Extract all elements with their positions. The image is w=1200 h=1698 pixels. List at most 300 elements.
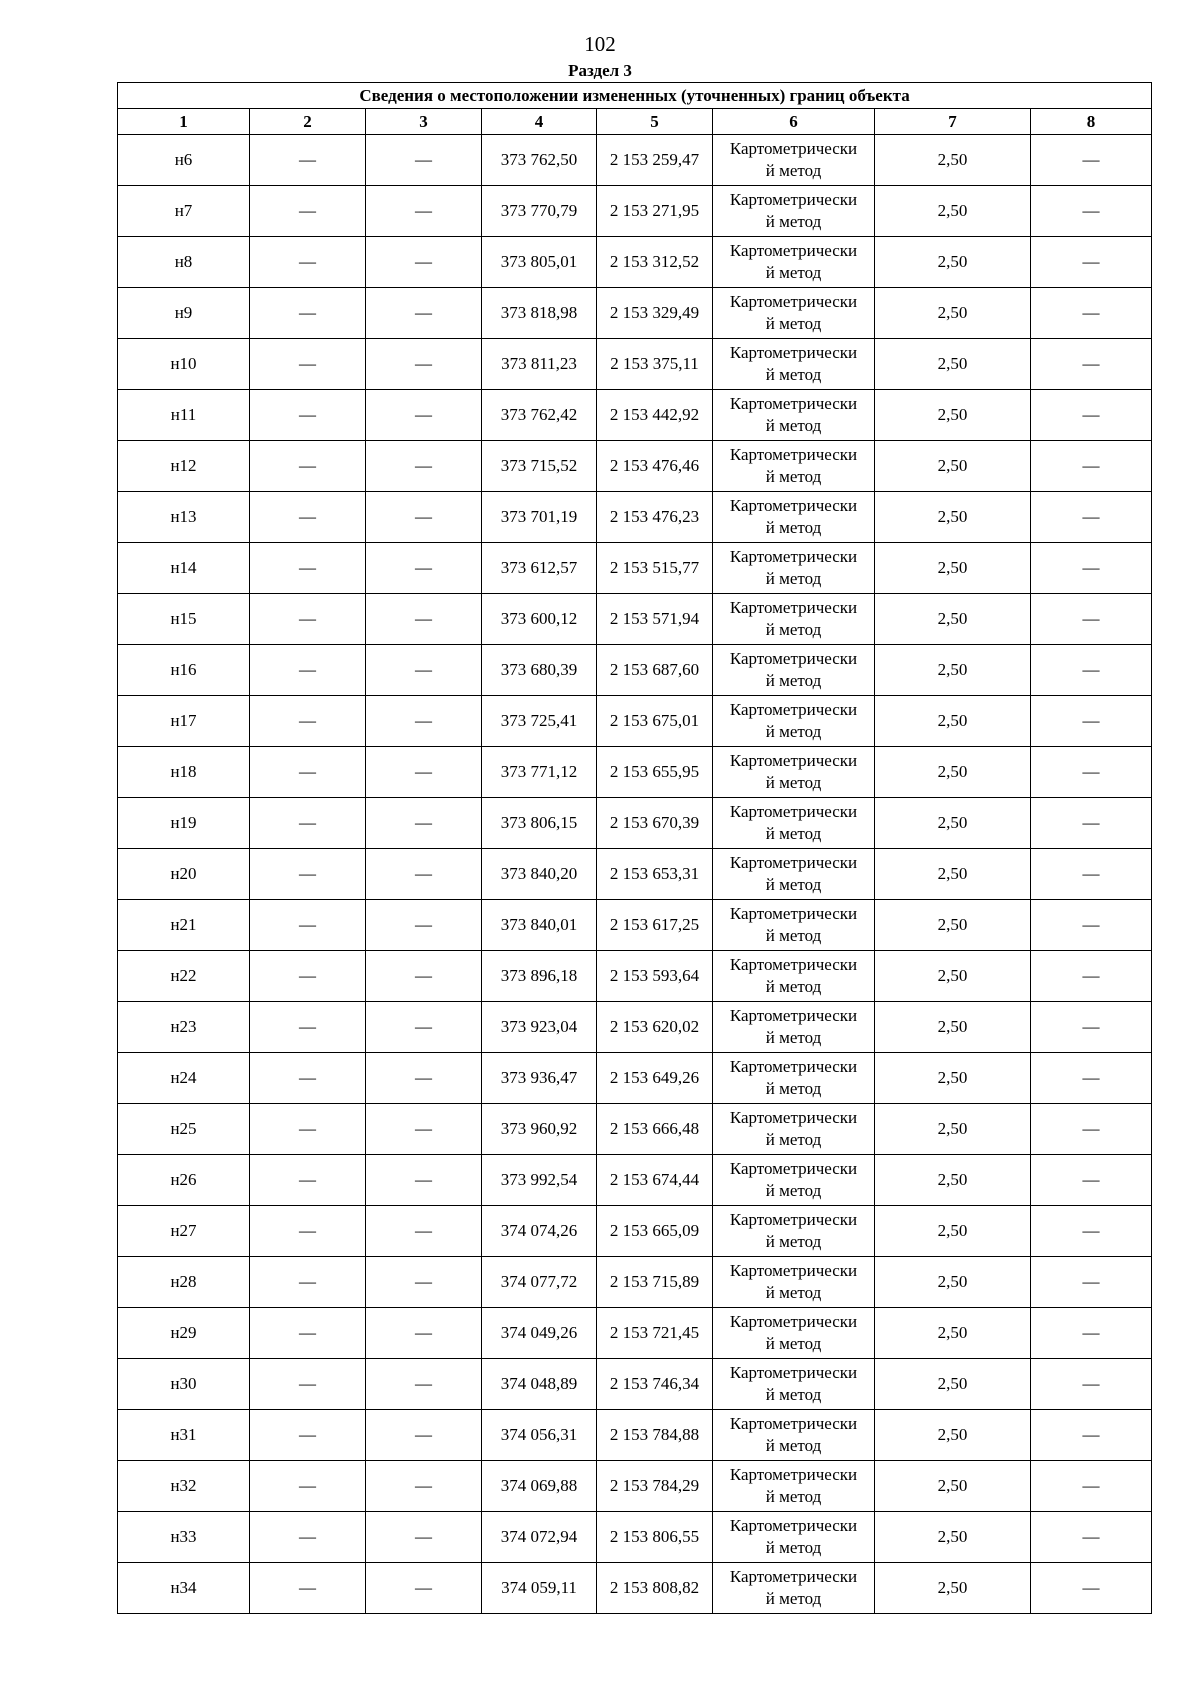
method-line-1: Картометрически bbox=[729, 955, 858, 974]
method-cell bbox=[713, 237, 875, 288]
point-number-cell: н19 bbox=[118, 798, 250, 849]
accuracy-cell: 2,50 bbox=[875, 1002, 1031, 1053]
coordinate-x-cell: 374 056,31 bbox=[482, 1410, 597, 1461]
table-row bbox=[118, 1410, 1152, 1461]
coordinate-x-cell: 373 811,23 bbox=[482, 339, 597, 390]
point-number-cell: н32 bbox=[118, 1461, 250, 1512]
method-line-1: Картометрически bbox=[729, 751, 858, 770]
col8-cell: — bbox=[1031, 441, 1152, 492]
point-number-cell: н26 bbox=[118, 1155, 250, 1206]
accuracy-cell: 2,50 bbox=[875, 1359, 1031, 1410]
col2-cell: — bbox=[250, 237, 366, 288]
col3-cell: — bbox=[366, 696, 482, 747]
method-cell bbox=[713, 390, 875, 441]
table-caption-row bbox=[118, 83, 1152, 109]
table-row bbox=[118, 339, 1152, 390]
coordinate-y-cell: 2 153 784,29 bbox=[597, 1461, 713, 1512]
column-header: 7 bbox=[875, 109, 1031, 135]
coordinate-y-cell: 2 153 442,92 bbox=[597, 390, 713, 441]
method-line-2: й метод bbox=[765, 416, 822, 435]
method-cell bbox=[713, 1206, 875, 1257]
method-line-2: й метод bbox=[765, 671, 822, 690]
method-line-2: й метод bbox=[765, 212, 822, 231]
coordinate-x-cell: 373 806,15 bbox=[482, 798, 597, 849]
table-caption: Сведения о местоположении измененных (уточненных) границ объекта bbox=[118, 83, 1152, 109]
method-line-1: Картометрически bbox=[729, 1159, 858, 1178]
col3-cell: — bbox=[366, 1563, 482, 1614]
accuracy-cell: 2,50 bbox=[875, 135, 1031, 186]
coordinate-y-cell: 2 153 653,31 bbox=[597, 849, 713, 900]
point-number-cell: н9 bbox=[118, 288, 250, 339]
coordinate-y-cell: 2 153 806,55 bbox=[597, 1512, 713, 1563]
col2-cell: — bbox=[250, 1512, 366, 1563]
coordinate-y-cell: 2 153 808,82 bbox=[597, 1563, 713, 1614]
col2-cell: — bbox=[250, 798, 366, 849]
method-line-2: й метод bbox=[765, 1130, 822, 1149]
accuracy-cell: 2,50 bbox=[875, 441, 1031, 492]
method-line-2: й метод bbox=[765, 824, 822, 843]
method-cell bbox=[713, 900, 875, 951]
method-line-2: й метод bbox=[765, 1538, 822, 1557]
col2-cell: — bbox=[250, 1053, 366, 1104]
method-line-2: й метод bbox=[765, 1589, 822, 1608]
accuracy-cell: 2,50 bbox=[875, 849, 1031, 900]
method-line-2: й метод bbox=[765, 1385, 822, 1404]
method-cell bbox=[713, 645, 875, 696]
accuracy-cell: 2,50 bbox=[875, 186, 1031, 237]
table-row bbox=[118, 1512, 1152, 1563]
method-line-1: Картометрически bbox=[729, 292, 858, 311]
col2-cell: — bbox=[250, 441, 366, 492]
coordinate-y-cell: 2 153 571,94 bbox=[597, 594, 713, 645]
method-line-2: й метод bbox=[765, 977, 822, 996]
method-line-1: Картометрически bbox=[729, 1414, 858, 1433]
coordinate-x-cell: 373 715,52 bbox=[482, 441, 597, 492]
method-line-2: й метод bbox=[765, 1232, 822, 1251]
coordinate-x-cell: 373 840,01 bbox=[482, 900, 597, 951]
method-cell bbox=[713, 1257, 875, 1308]
col3-cell: — bbox=[366, 135, 482, 186]
accuracy-cell: 2,50 bbox=[875, 1410, 1031, 1461]
coordinate-x-cell: 373 923,04 bbox=[482, 1002, 597, 1053]
table-row bbox=[118, 1155, 1152, 1206]
coordinate-x-cell: 374 072,94 bbox=[482, 1512, 597, 1563]
coordinate-x-cell: 373 762,42 bbox=[482, 390, 597, 441]
col3-cell: — bbox=[366, 1206, 482, 1257]
method-line-1: Картометрически bbox=[729, 496, 858, 515]
accuracy-cell: 2,50 bbox=[875, 237, 1031, 288]
method-cell bbox=[713, 1461, 875, 1512]
col8-cell: — bbox=[1031, 390, 1152, 441]
col3-cell: — bbox=[366, 747, 482, 798]
col2-cell: — bbox=[250, 645, 366, 696]
table-row bbox=[118, 1257, 1152, 1308]
point-number-cell: н21 bbox=[118, 900, 250, 951]
method-line-2: й метод bbox=[765, 1334, 822, 1353]
col2-cell: — bbox=[250, 1155, 366, 1206]
col3-cell: — bbox=[366, 1053, 482, 1104]
method-cell bbox=[713, 1512, 875, 1563]
col3-cell: — bbox=[366, 1308, 482, 1359]
accuracy-cell: 2,50 bbox=[875, 1308, 1031, 1359]
coordinate-y-cell: 2 153 515,77 bbox=[597, 543, 713, 594]
coordinate-y-cell: 2 153 375,11 bbox=[597, 339, 713, 390]
col8-cell: — bbox=[1031, 339, 1152, 390]
method-line-2: й метод bbox=[765, 161, 822, 180]
coordinate-x-cell: 373 770,79 bbox=[482, 186, 597, 237]
coordinate-y-cell: 2 153 665,09 bbox=[597, 1206, 713, 1257]
method-line-2: й метод bbox=[765, 620, 822, 639]
table-row bbox=[118, 1563, 1152, 1614]
point-number-cell: н16 bbox=[118, 645, 250, 696]
method-cell bbox=[713, 1053, 875, 1104]
table-row bbox=[118, 1206, 1152, 1257]
table-row bbox=[118, 798, 1152, 849]
col2-cell: — bbox=[250, 1308, 366, 1359]
col3-cell: — bbox=[366, 849, 482, 900]
method-cell bbox=[713, 492, 875, 543]
method-line-1: Картометрически bbox=[729, 1006, 858, 1025]
coordinate-y-cell: 2 153 649,26 bbox=[597, 1053, 713, 1104]
table-row bbox=[118, 441, 1152, 492]
coordinate-y-cell: 2 153 655,95 bbox=[597, 747, 713, 798]
method-line-2: й метод bbox=[765, 518, 822, 537]
method-cell bbox=[713, 1359, 875, 1410]
coordinate-y-cell: 2 153 476,23 bbox=[597, 492, 713, 543]
method-line-1: Картометрически bbox=[729, 1210, 858, 1229]
col8-cell: — bbox=[1031, 1359, 1152, 1410]
col2-cell: — bbox=[250, 849, 366, 900]
point-number-cell: н18 bbox=[118, 747, 250, 798]
accuracy-cell: 2,50 bbox=[875, 1206, 1031, 1257]
col2-cell: — bbox=[250, 1257, 366, 1308]
table-row bbox=[118, 237, 1152, 288]
col3-cell: — bbox=[366, 798, 482, 849]
col3-cell: — bbox=[366, 186, 482, 237]
point-number-cell: н13 bbox=[118, 492, 250, 543]
table-row bbox=[118, 747, 1152, 798]
column-header: 6 bbox=[713, 109, 875, 135]
col2-cell: — bbox=[250, 543, 366, 594]
column-header: 1 bbox=[118, 109, 250, 135]
method-line-1: Картометрически bbox=[729, 649, 858, 668]
coordinate-y-cell: 2 153 666,48 bbox=[597, 1104, 713, 1155]
method-line-1: Картометрически bbox=[729, 904, 858, 923]
accuracy-cell: 2,50 bbox=[875, 1257, 1031, 1308]
coordinate-x-cell: 373 840,20 bbox=[482, 849, 597, 900]
coordinate-x-cell: 373 771,12 bbox=[482, 747, 597, 798]
coordinate-x-cell: 374 048,89 bbox=[482, 1359, 597, 1410]
col2-cell: — bbox=[250, 1104, 366, 1155]
table-row bbox=[118, 390, 1152, 441]
method-cell bbox=[713, 339, 875, 390]
col3-cell: — bbox=[366, 339, 482, 390]
coordinate-y-cell: 2 153 715,89 bbox=[597, 1257, 713, 1308]
point-number-cell: н20 bbox=[118, 849, 250, 900]
table-row bbox=[118, 645, 1152, 696]
method-line-1: Картометрически bbox=[729, 343, 858, 362]
col8-cell: — bbox=[1031, 900, 1152, 951]
method-cell bbox=[713, 441, 875, 492]
col8-cell: — bbox=[1031, 492, 1152, 543]
method-line-2: й метод bbox=[765, 569, 822, 588]
col2-cell: — bbox=[250, 288, 366, 339]
point-number-cell: н29 bbox=[118, 1308, 250, 1359]
col8-cell: — bbox=[1031, 135, 1152, 186]
table-row bbox=[118, 135, 1152, 186]
coordinate-x-cell: 374 049,26 bbox=[482, 1308, 597, 1359]
method-cell bbox=[713, 849, 875, 900]
point-number-cell: н30 bbox=[118, 1359, 250, 1410]
column-header: 3 bbox=[366, 109, 482, 135]
method-cell bbox=[713, 1410, 875, 1461]
col3-cell: — bbox=[366, 1257, 482, 1308]
method-line-1: Картометрически bbox=[729, 853, 858, 872]
page-number: 102 bbox=[584, 32, 616, 56]
point-number-cell: н31 bbox=[118, 1410, 250, 1461]
accuracy-cell: 2,50 bbox=[875, 900, 1031, 951]
table-header-row bbox=[118, 109, 1152, 135]
coordinate-x-cell: 373 612,57 bbox=[482, 543, 597, 594]
col3-cell: — bbox=[366, 1461, 482, 1512]
method-cell bbox=[713, 594, 875, 645]
col2-cell: — bbox=[250, 1206, 366, 1257]
method-line-1: Картометрически bbox=[729, 1057, 858, 1076]
point-number-cell: н11 bbox=[118, 390, 250, 441]
method-cell bbox=[713, 1308, 875, 1359]
point-number-cell: н23 bbox=[118, 1002, 250, 1053]
method-line-2: й метод bbox=[765, 1436, 822, 1455]
point-number-cell: н15 bbox=[118, 594, 250, 645]
method-line-2: й метод bbox=[765, 875, 822, 894]
table-row bbox=[118, 492, 1152, 543]
coordinate-y-cell: 2 153 593,64 bbox=[597, 951, 713, 1002]
method-line-2: й метод bbox=[765, 926, 822, 945]
accuracy-cell: 2,50 bbox=[875, 1053, 1031, 1104]
coordinate-x-cell: 373 680,39 bbox=[482, 645, 597, 696]
col8-cell: — bbox=[1031, 1206, 1152, 1257]
col8-cell: — bbox=[1031, 1155, 1152, 1206]
coordinate-x-cell: 373 701,19 bbox=[482, 492, 597, 543]
point-number-cell: н6 bbox=[118, 135, 250, 186]
method-line-2: й метод bbox=[765, 314, 822, 333]
col8-cell: — bbox=[1031, 1257, 1152, 1308]
coordinate-x-cell: 373 725,41 bbox=[482, 696, 597, 747]
method-line-1: Картометрически bbox=[729, 598, 858, 617]
method-cell bbox=[713, 1155, 875, 1206]
section-title: Раздел 3 bbox=[568, 61, 632, 80]
method-line-1: Картометрически bbox=[729, 139, 858, 158]
method-line-1: Картометрически bbox=[729, 190, 858, 209]
method-line-2: й метод bbox=[765, 467, 822, 486]
accuracy-cell: 2,50 bbox=[875, 747, 1031, 798]
col8-cell: — bbox=[1031, 594, 1152, 645]
method-line-1: Картометрически bbox=[729, 1465, 858, 1484]
col2-cell: — bbox=[250, 390, 366, 441]
accuracy-cell: 2,50 bbox=[875, 288, 1031, 339]
table-row bbox=[118, 849, 1152, 900]
table-row bbox=[118, 1104, 1152, 1155]
method-line-2: й метод bbox=[765, 365, 822, 384]
method-cell bbox=[713, 951, 875, 1002]
table-row bbox=[118, 543, 1152, 594]
col2-cell: — bbox=[250, 1563, 366, 1614]
point-number-cell: н10 bbox=[118, 339, 250, 390]
accuracy-cell: 2,50 bbox=[875, 492, 1031, 543]
method-line-2: й метод bbox=[765, 1487, 822, 1506]
table-row bbox=[118, 186, 1152, 237]
method-cell bbox=[713, 543, 875, 594]
boundary-table bbox=[117, 82, 1152, 1614]
coordinate-y-cell: 2 153 721,45 bbox=[597, 1308, 713, 1359]
coordinate-x-cell: 374 059,11 bbox=[482, 1563, 597, 1614]
col3-cell: — bbox=[366, 645, 482, 696]
coordinate-y-cell: 2 153 620,02 bbox=[597, 1002, 713, 1053]
col8-cell: — bbox=[1031, 1104, 1152, 1155]
col3-cell: — bbox=[366, 594, 482, 645]
table-row bbox=[118, 1308, 1152, 1359]
point-number-cell: н8 bbox=[118, 237, 250, 288]
col8-cell: — bbox=[1031, 849, 1152, 900]
method-cell bbox=[713, 747, 875, 798]
point-number-cell: н27 bbox=[118, 1206, 250, 1257]
method-line-1: Картометрически bbox=[729, 241, 858, 260]
coordinate-x-cell: 374 077,72 bbox=[482, 1257, 597, 1308]
col2-cell: — bbox=[250, 135, 366, 186]
method-line-1: Картометрически bbox=[729, 394, 858, 413]
coordinate-x-cell: 373 818,98 bbox=[482, 288, 597, 339]
col2-cell: — bbox=[250, 1461, 366, 1512]
col3-cell: — bbox=[366, 237, 482, 288]
table-row bbox=[118, 900, 1152, 951]
method-line-2: й метод bbox=[765, 263, 822, 282]
point-number-cell: н12 bbox=[118, 441, 250, 492]
method-line-2: й метод bbox=[765, 1181, 822, 1200]
column-header: 4 bbox=[482, 109, 597, 135]
accuracy-cell: 2,50 bbox=[875, 798, 1031, 849]
coordinate-x-cell: 373 896,18 bbox=[482, 951, 597, 1002]
col3-cell: — bbox=[366, 900, 482, 951]
coordinate-y-cell: 2 153 674,44 bbox=[597, 1155, 713, 1206]
table-row bbox=[118, 951, 1152, 1002]
col2-cell: — bbox=[250, 1359, 366, 1410]
col3-cell: — bbox=[366, 543, 482, 594]
method-line-1: Картометрически bbox=[729, 1312, 858, 1331]
accuracy-cell: 2,50 bbox=[875, 339, 1031, 390]
col2-cell: — bbox=[250, 900, 366, 951]
method-line-1: Картометрически bbox=[729, 547, 858, 566]
col2-cell: — bbox=[250, 594, 366, 645]
point-number-cell: н34 bbox=[118, 1563, 250, 1614]
col2-cell: — bbox=[250, 339, 366, 390]
coordinate-x-cell: 373 936,47 bbox=[482, 1053, 597, 1104]
col3-cell: — bbox=[366, 1002, 482, 1053]
column-header: 8 bbox=[1031, 109, 1152, 135]
col3-cell: — bbox=[366, 441, 482, 492]
accuracy-cell: 2,50 bbox=[875, 951, 1031, 1002]
coordinate-y-cell: 2 153 784,88 bbox=[597, 1410, 713, 1461]
accuracy-cell: 2,50 bbox=[875, 594, 1031, 645]
coordinate-x-cell: 373 600,12 bbox=[482, 594, 597, 645]
method-cell bbox=[713, 186, 875, 237]
accuracy-cell: 2,50 bbox=[875, 1512, 1031, 1563]
accuracy-cell: 2,50 bbox=[875, 1461, 1031, 1512]
col3-cell: — bbox=[366, 1359, 482, 1410]
accuracy-cell: 2,50 bbox=[875, 390, 1031, 441]
coordinate-y-cell: 2 153 476,46 bbox=[597, 441, 713, 492]
coordinate-x-cell: 374 069,88 bbox=[482, 1461, 597, 1512]
col8-cell: — bbox=[1031, 798, 1152, 849]
col8-cell: — bbox=[1031, 1563, 1152, 1614]
col8-cell: — bbox=[1031, 1461, 1152, 1512]
col8-cell: — bbox=[1031, 696, 1152, 747]
col2-cell: — bbox=[250, 951, 366, 1002]
method-line-1: Картометрически bbox=[729, 802, 858, 821]
col3-cell: — bbox=[366, 288, 482, 339]
col2-cell: — bbox=[250, 1410, 366, 1461]
method-line-2: й метод bbox=[765, 722, 822, 741]
col8-cell: — bbox=[1031, 747, 1152, 798]
point-number-cell: н7 bbox=[118, 186, 250, 237]
col8-cell: — bbox=[1031, 237, 1152, 288]
col8-cell: — bbox=[1031, 645, 1152, 696]
col2-cell: — bbox=[250, 696, 366, 747]
coordinate-y-cell: 2 153 687,60 bbox=[597, 645, 713, 696]
coordinate-y-cell: 2 153 271,95 bbox=[597, 186, 713, 237]
method-cell bbox=[713, 1002, 875, 1053]
coordinate-y-cell: 2 153 312,52 bbox=[597, 237, 713, 288]
table-row bbox=[118, 594, 1152, 645]
method-line-2: й метод bbox=[765, 1283, 822, 1302]
col2-cell: — bbox=[250, 1002, 366, 1053]
method-cell bbox=[713, 135, 875, 186]
method-line-1: Картометрически bbox=[729, 700, 858, 719]
coordinate-y-cell: 2 153 329,49 bbox=[597, 288, 713, 339]
point-number-cell: н17 bbox=[118, 696, 250, 747]
table-row bbox=[118, 288, 1152, 339]
table-row bbox=[118, 1359, 1152, 1410]
method-line-1: Картометрически bbox=[729, 1261, 858, 1280]
accuracy-cell: 2,50 bbox=[875, 645, 1031, 696]
col8-cell: — bbox=[1031, 288, 1152, 339]
coordinate-y-cell: 2 153 259,47 bbox=[597, 135, 713, 186]
method-line-2: й метод bbox=[765, 773, 822, 792]
coordinate-x-cell: 373 992,54 bbox=[482, 1155, 597, 1206]
table-body bbox=[118, 135, 1152, 1614]
table-row bbox=[118, 696, 1152, 747]
point-number-cell: н22 bbox=[118, 951, 250, 1002]
method-cell bbox=[713, 1563, 875, 1614]
method-cell bbox=[713, 696, 875, 747]
col3-cell: — bbox=[366, 492, 482, 543]
col3-cell: — bbox=[366, 951, 482, 1002]
col8-cell: — bbox=[1031, 543, 1152, 594]
table-row bbox=[118, 1053, 1152, 1104]
coordinate-y-cell: 2 153 675,01 bbox=[597, 696, 713, 747]
col2-cell: — bbox=[250, 492, 366, 543]
col8-cell: — bbox=[1031, 1002, 1152, 1053]
col3-cell: — bbox=[366, 390, 482, 441]
col3-cell: — bbox=[366, 1104, 482, 1155]
col2-cell: — bbox=[250, 186, 366, 237]
table-row bbox=[118, 1461, 1152, 1512]
col8-cell: — bbox=[1031, 1410, 1152, 1461]
method-cell bbox=[713, 288, 875, 339]
method-cell bbox=[713, 798, 875, 849]
method-line-2: й метод bbox=[765, 1079, 822, 1098]
col8-cell: — bbox=[1031, 1512, 1152, 1563]
col8-cell: — bbox=[1031, 186, 1152, 237]
